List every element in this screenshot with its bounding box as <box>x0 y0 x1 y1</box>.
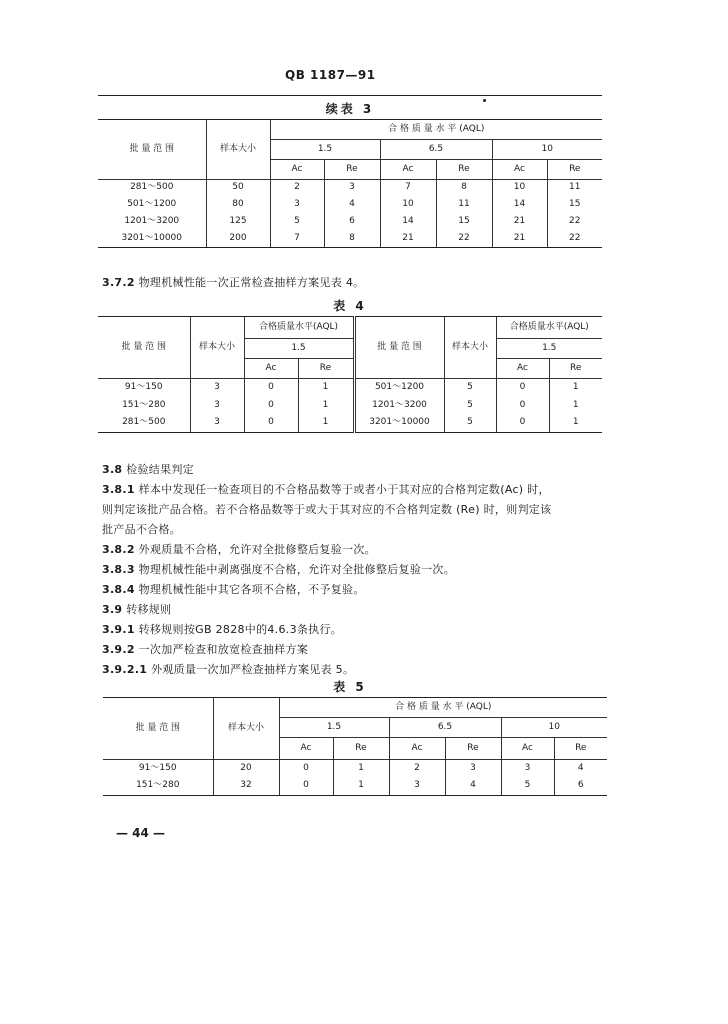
value-cell: 14 <box>380 214 436 231</box>
value-cell: 8 <box>324 231 380 248</box>
value-cell: 0 <box>244 379 298 397</box>
value-cell: 2 <box>270 180 324 197</box>
table3-lot-header: 批 量 范 围 <box>98 120 206 180</box>
clause-text: 外观质量不合格，允许对全批修整后复验一次。 <box>138 543 376 556</box>
lot-cell: 3201～10000 <box>354 415 444 433</box>
value-cell: 1 <box>298 397 354 415</box>
clause-3-8-1-cont <box>102 502 612 522</box>
table5-level-1: 1.5 <box>279 718 389 738</box>
clause-number: 3.9 <box>102 603 123 616</box>
clause-text: 外观质量一次加严检查抽样方案见表 5。 <box>151 663 355 676</box>
table4-ac-left: Ac <box>244 359 298 379</box>
lot-cell: 151～280 <box>122 399 166 410</box>
table5-caption: 表 5 <box>333 680 367 694</box>
lot-cell: 281～500 <box>98 180 206 197</box>
clause-number: 3.8.1 <box>102 483 135 496</box>
value-cell: 15 <box>436 214 492 231</box>
clause-number: 3.8.3 <box>102 563 135 576</box>
table5 <box>103 697 607 796</box>
sample-cell: 125 <box>206 214 270 231</box>
table3-aql-header: 合 格 质 量 水 平 (AQL) <box>270 120 602 140</box>
clause-number: 3.9.1 <box>102 623 135 636</box>
value-cell: 1 <box>549 397 602 415</box>
sample-cell: 3 <box>190 379 244 397</box>
value-cell: 6 <box>324 214 380 231</box>
value-cell: 0 <box>496 379 549 397</box>
sample-cell: 3 <box>190 397 244 415</box>
value-cell: 3 <box>324 180 380 197</box>
value-cell: 14 <box>492 197 547 214</box>
lot-cell: 91～150 <box>98 379 190 397</box>
clause-text: 物理机械性能一次正常检查抽样方案见表 4。 <box>138 276 365 289</box>
table3-level-3: 10 <box>492 140 602 160</box>
value-cell: 21 <box>380 231 436 248</box>
table5-level-2: 6.5 <box>389 718 501 738</box>
table3-sample-header: 样本大小 <box>206 120 270 180</box>
table5-ac-3: Ac <box>501 738 554 760</box>
value-cell: 0 <box>279 778 333 796</box>
value-cell: 8 <box>436 180 492 197</box>
value-cell: 5 <box>270 214 324 231</box>
page-number: — 44 — <box>116 826 166 840</box>
table3-re-3: Re <box>547 160 602 180</box>
clause-3-9-2 <box>102 642 612 662</box>
value-cell: 0 <box>496 415 549 433</box>
clause-text: 物理机械性能中其它各项不合格，不予复验。 <box>138 583 365 596</box>
value-cell: 5 <box>501 778 554 796</box>
value-cell: 22 <box>436 231 492 248</box>
table3-re-2: Re <box>436 160 492 180</box>
value-cell: 1 <box>298 415 354 433</box>
table3 <box>98 119 602 248</box>
clause-text: 批产品不合格。 <box>102 523 182 536</box>
table5-sample-header: 样本大小 <box>213 698 279 760</box>
value-cell: 1 <box>298 379 354 397</box>
lot-cell: 1201～3200 <box>354 397 444 415</box>
sample-cell: 50 <box>206 180 270 197</box>
value-cell: 0 <box>496 397 549 415</box>
clause-3-9 <box>102 602 612 622</box>
clause-number: 3.7.2 <box>102 276 135 289</box>
value-cell: 21 <box>492 231 547 248</box>
clauses-block <box>102 462 612 682</box>
table4-aql-header-right: 合格质量水平(AQL) <box>496 317 602 339</box>
table-row <box>103 760 607 778</box>
value-cell: 1 <box>333 760 389 778</box>
value-cell: 21 <box>492 214 547 231</box>
value-cell: 2 <box>389 760 445 778</box>
value-cell: 22 <box>547 214 602 231</box>
clause-text: 物理机械性能中剥离强度不合格，允许对全批修整后复验一次。 <box>138 563 456 576</box>
table5-ac-1: Ac <box>279 738 333 760</box>
paragraph-3-7-2 <box>102 275 364 290</box>
value-cell: 0 <box>279 760 333 778</box>
clause-3-8-4 <box>102 582 612 602</box>
clause-3-8-3 <box>102 562 612 582</box>
table4-aql-header-left: 合格质量水平(AQL) <box>244 317 354 339</box>
sample-cell: 20 <box>213 760 279 778</box>
table-row <box>103 778 607 796</box>
clause-text: 样本中发现任一检查项目的不合格品数等于或者小于其对应的合格判定数(Ac) 时， <box>138 483 550 496</box>
sample-cell: 200 <box>206 231 270 248</box>
table-row <box>98 379 602 397</box>
value-cell: 3 <box>501 760 554 778</box>
table3-re-1: Re <box>324 160 380 180</box>
sample-cell: 5 <box>444 397 496 415</box>
table5-level-3: 10 <box>501 718 607 738</box>
table3-ac-3: Ac <box>492 160 547 180</box>
lot-cell: 3201～10000 <box>98 231 206 248</box>
value-cell: 10 <box>380 197 436 214</box>
clause-3-8 <box>102 462 612 482</box>
clause-text: 转移规则按GB 2828中的4.6.3条执行。 <box>138 623 343 636</box>
table5-aql-header: 合 格 质 量 水 平 (AQL) <box>279 698 607 718</box>
sample-cell: 80 <box>206 197 270 214</box>
lot-cell: 1201～3200 <box>124 216 180 227</box>
value-cell: 1 <box>549 379 602 397</box>
value-cell: 4 <box>554 760 607 778</box>
value-cell: 4 <box>445 778 501 796</box>
value-cell: 11 <box>547 180 602 197</box>
table5-re-2: Re <box>445 738 501 760</box>
table4-level-left: 1.5 <box>244 339 354 359</box>
value-cell: 3 <box>389 778 445 796</box>
table3-ac-1: Ac <box>270 160 324 180</box>
table4-re-left: Re <box>298 359 354 379</box>
value-cell: 1 <box>549 415 602 433</box>
lot-cell: 281～500 <box>98 415 190 433</box>
table-row <box>98 197 602 214</box>
value-cell: 15 <box>547 197 602 214</box>
clause-number: 3.8.2 <box>102 543 135 556</box>
clause-text: 则判定该批产品合格。若不合格品数等于或大于其对应的不合格判定数 (Re) 时，则判定该 <box>102 503 552 516</box>
clause-number: 3.9.2 <box>102 643 135 656</box>
table3-level-1: 1.5 <box>270 140 380 160</box>
table4-sample-header-left: 样本大小 <box>190 317 244 379</box>
table4-lot-header-left: 批 量 范 围 <box>98 317 190 379</box>
table4-sample-header-right: 样本大小 <box>444 317 496 379</box>
value-cell: 0 <box>244 397 298 415</box>
lot-cell: 151～280 <box>103 778 213 796</box>
table5-lot-header: 批 量 范 围 <box>103 698 213 760</box>
value-cell: 7 <box>270 231 324 248</box>
sample-cell: 3 <box>190 415 244 433</box>
header-rule <box>98 95 602 96</box>
clause-number: 3.8 <box>102 463 123 476</box>
table-row <box>98 214 602 231</box>
value-cell: 3 <box>445 760 501 778</box>
value-cell: 0 <box>244 415 298 433</box>
table3-level-2: 6.5 <box>380 140 492 160</box>
value-cell: 6 <box>554 778 607 796</box>
clause-3-8-2 <box>102 542 612 562</box>
table5-re-1: Re <box>333 738 389 760</box>
table3-caption: 续表 3 <box>325 102 375 116</box>
table-row <box>98 180 602 197</box>
ink-dot <box>483 99 486 102</box>
table5-re-3: Re <box>554 738 607 760</box>
table4-lot-header-right: 批 量 范 围 <box>354 317 444 379</box>
value-cell: 10 <box>492 180 547 197</box>
lot-cell: 501～1200 <box>127 199 177 210</box>
standard-number: QB 1187—91 <box>285 68 376 82</box>
clause-text: 转移规则 <box>126 603 172 616</box>
value-cell: 11 <box>436 197 492 214</box>
clause-number: 3.8.4 <box>102 583 135 596</box>
table4-re-right: Re <box>549 359 602 379</box>
clause-text: 检验结果判定 <box>126 463 194 476</box>
lot-cell: 91～150 <box>103 760 213 778</box>
value-cell: 4 <box>324 197 380 214</box>
clause-3-8-1-end <box>102 522 612 542</box>
clause-3-9-1 <box>102 622 612 642</box>
sample-cell: 5 <box>444 379 496 397</box>
clause-number: 3.9.2.1 <box>102 663 148 676</box>
clause-3-8-1 <box>102 482 612 502</box>
table4-caption: 表 4 <box>333 299 367 313</box>
value-cell: 3 <box>270 197 324 214</box>
table4 <box>98 316 602 433</box>
table-row <box>98 231 602 248</box>
lot-cell: 501～1200 <box>354 379 444 397</box>
sample-cell: 5 <box>444 415 496 433</box>
value-cell: 22 <box>547 231 602 248</box>
table5-ac-2: Ac <box>389 738 445 760</box>
table-row <box>98 397 602 415</box>
table3-ac-2: Ac <box>380 160 436 180</box>
value-cell: 7 <box>380 180 436 197</box>
value-cell: 1 <box>333 778 389 796</box>
table-row <box>98 415 602 433</box>
table4-level-right: 1.5 <box>496 339 602 359</box>
sample-cell: 32 <box>213 778 279 796</box>
table4-ac-right: Ac <box>496 359 549 379</box>
clause-text: 一次加严检查和放宽检查抽样方案 <box>138 643 309 656</box>
